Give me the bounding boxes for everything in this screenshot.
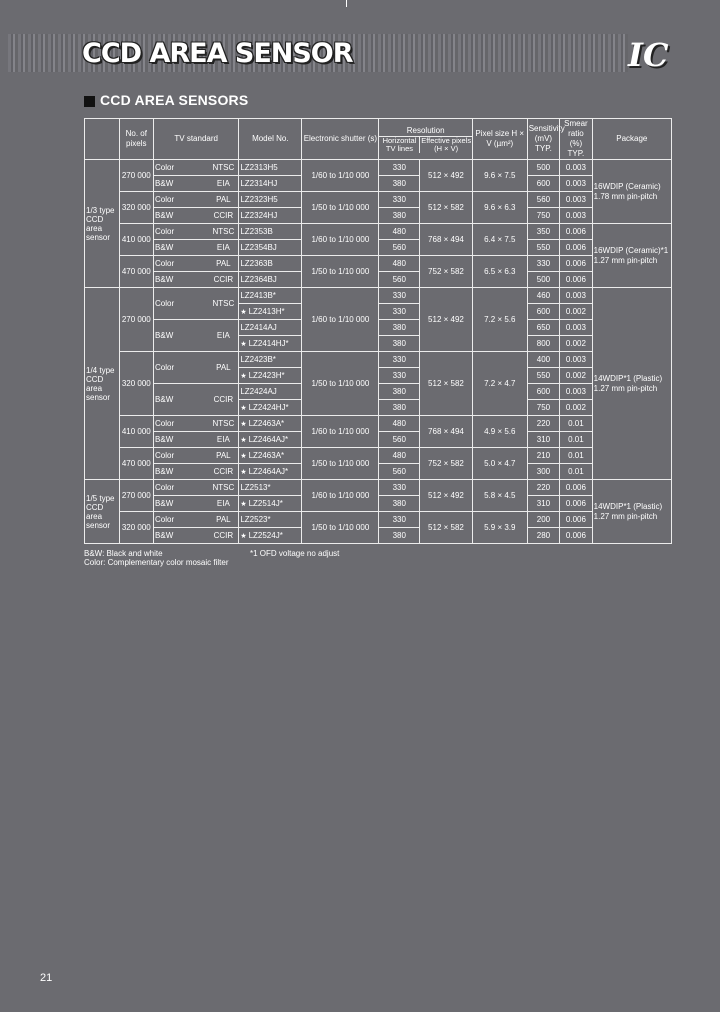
model-cell: ★ LZ2463A* bbox=[239, 448, 302, 464]
eff-cell: 512 × 492 bbox=[420, 480, 473, 512]
std-cell: EIA bbox=[208, 432, 238, 448]
tvl-cell: 330 bbox=[379, 480, 420, 496]
cb-cell: Color bbox=[154, 288, 209, 320]
std-cell: CCIR bbox=[208, 272, 238, 288]
note-ofd: *1 OFD voltage no adjust bbox=[250, 549, 340, 558]
tvl-cell: 480 bbox=[379, 256, 420, 272]
sens-cell: 800 bbox=[527, 336, 559, 352]
std-cell: PAL bbox=[208, 256, 238, 272]
tvl-cell: 480 bbox=[379, 416, 420, 432]
model-cell: LZ2323H5 bbox=[239, 192, 302, 208]
smear-cell: 0.002 bbox=[560, 336, 592, 352]
table-row bbox=[85, 384, 672, 400]
tvl-cell: 380 bbox=[379, 176, 420, 192]
sensor-type: 1/5 type CCD area sensor bbox=[85, 480, 120, 544]
sens-cell: 560 bbox=[527, 192, 559, 208]
page-number: 21 bbox=[40, 972, 53, 984]
smear-cell: 0.003 bbox=[560, 320, 592, 336]
col-pixel-size: Pixel size H × V (µm²) bbox=[472, 119, 527, 160]
std-cell: PAL bbox=[208, 512, 238, 528]
table-row bbox=[85, 240, 672, 256]
shutter-cell: 1/50 to 1/10 000 bbox=[302, 448, 379, 480]
std-cell: NTSC bbox=[208, 288, 238, 320]
pixels-cell: 270 000 bbox=[119, 160, 154, 192]
sensor-type: 1/3 type CCD area sensor bbox=[85, 160, 120, 288]
smear-cell: 0.006 bbox=[560, 272, 592, 288]
std-cell: NTSC bbox=[208, 480, 238, 496]
shutter-cell: 1/50 to 1/10 000 bbox=[302, 352, 379, 416]
pixels-cell: 470 000 bbox=[119, 256, 154, 288]
cb-cell: B&W bbox=[154, 240, 209, 256]
spec-table bbox=[84, 118, 672, 544]
sens-cell: 310 bbox=[527, 496, 559, 512]
psize-cell: 5.8 × 4.5 bbox=[472, 480, 527, 512]
cb-cell: B&W bbox=[154, 464, 209, 480]
model-cell: LZ2353B bbox=[239, 224, 302, 240]
model-cell: LZ2324HJ bbox=[239, 208, 302, 224]
smear-cell: 0.002 bbox=[560, 400, 592, 416]
smear-cell: 0.01 bbox=[560, 432, 592, 448]
table-row bbox=[85, 288, 672, 304]
col-pixels: No. of pixels bbox=[119, 119, 154, 160]
table-row bbox=[85, 160, 672, 176]
tvl-cell: 330 bbox=[379, 288, 420, 304]
tvl-cell: 330 bbox=[379, 304, 420, 320]
std-cell: NTSC bbox=[208, 416, 238, 432]
std-cell: EIA bbox=[208, 496, 238, 512]
shutter-cell: 1/60 to 1/10 000 bbox=[302, 288, 379, 352]
crop-mark bbox=[346, 0, 347, 7]
model-cell: LZ2414AJ bbox=[239, 320, 302, 336]
shutter-cell: 1/60 to 1/10 000 bbox=[302, 224, 379, 256]
psize-cell: 7.2 × 5.6 bbox=[472, 288, 527, 352]
tvl-cell: 330 bbox=[379, 160, 420, 176]
table-row bbox=[85, 352, 672, 368]
std-cell: CCIR bbox=[208, 528, 238, 544]
smear-cell: 0.01 bbox=[560, 416, 592, 432]
ic-logo: IC bbox=[628, 36, 669, 74]
table-row bbox=[85, 208, 672, 224]
smear-cell: 0.006 bbox=[560, 512, 592, 528]
sens-cell: 220 bbox=[527, 480, 559, 496]
smear-cell: 0.003 bbox=[560, 208, 592, 224]
pixels-cell: 410 000 bbox=[119, 416, 154, 448]
cb-cell: B&W bbox=[154, 528, 209, 544]
psize-cell: 6.5 × 6.3 bbox=[472, 256, 527, 288]
cb-cell: B&W bbox=[154, 176, 209, 192]
smear-cell: 0.006 bbox=[560, 528, 592, 544]
cb-cell: Color bbox=[154, 256, 209, 272]
shutter-cell: 1/60 to 1/10 000 bbox=[302, 480, 379, 512]
smear-cell: 0.01 bbox=[560, 448, 592, 464]
eff-cell: 752 × 582 bbox=[420, 448, 473, 480]
std-cell: EIA bbox=[208, 240, 238, 256]
smear-cell: 0.002 bbox=[560, 304, 592, 320]
smear-cell: 0.002 bbox=[560, 368, 592, 384]
tvl-cell: 560 bbox=[379, 272, 420, 288]
package-cell: 14WDIP*1 (Plastic) 1.27 mm pin-pitch bbox=[592, 480, 671, 544]
psize-cell: 9.6 × 7.5 bbox=[472, 160, 527, 192]
eff-cell: 512 × 582 bbox=[420, 512, 473, 544]
cb-cell: Color bbox=[154, 352, 209, 384]
sens-cell: 750 bbox=[527, 400, 559, 416]
sens-cell: 500 bbox=[527, 160, 559, 176]
pixels-cell: 320 000 bbox=[119, 192, 154, 224]
std-cell: CCIR bbox=[208, 464, 238, 480]
model-cell: ★ LZ2464AJ* bbox=[239, 432, 302, 448]
table-header-row bbox=[85, 119, 672, 160]
table-row bbox=[85, 480, 672, 496]
page-title: CCD AREA SENSOR bbox=[82, 38, 353, 69]
cb-cell: B&W bbox=[154, 384, 209, 416]
table-row bbox=[85, 224, 672, 240]
model-cell: LZ2513* bbox=[239, 480, 302, 496]
tvl-cell: 380 bbox=[379, 384, 420, 400]
model-cell: LZ2523* bbox=[239, 512, 302, 528]
tvl-cell: 330 bbox=[379, 352, 420, 368]
model-cell: LZ2364BJ bbox=[239, 272, 302, 288]
eff-cell: 768 × 494 bbox=[420, 416, 473, 448]
smear-cell: 0.003 bbox=[560, 384, 592, 400]
cb-cell: Color bbox=[154, 192, 209, 208]
std-cell: CCIR bbox=[208, 384, 238, 416]
smear-cell: 0.006 bbox=[560, 256, 592, 272]
model-cell: ★ LZ2463A* bbox=[239, 416, 302, 432]
sens-cell: 330 bbox=[527, 256, 559, 272]
std-cell: EIA bbox=[208, 176, 238, 192]
sens-cell: 280 bbox=[527, 528, 559, 544]
table-row bbox=[85, 320, 672, 336]
table-row bbox=[85, 176, 672, 192]
shutter-cell: 1/50 to 1/10 000 bbox=[302, 256, 379, 288]
std-cell: NTSC bbox=[208, 224, 238, 240]
std-cell: PAL bbox=[208, 352, 238, 384]
shutter-cell: 1/60 to 1/10 000 bbox=[302, 416, 379, 448]
tvl-cell: 380 bbox=[379, 528, 420, 544]
psize-cell: 6.4 × 7.5 bbox=[472, 224, 527, 256]
table-row bbox=[85, 448, 672, 464]
package-cell: 16WDIP (Ceramic) 1.78 mm pin-pitch bbox=[592, 160, 671, 224]
std-cell: CCIR bbox=[208, 208, 238, 224]
psize-cell: 9.6 × 6.3 bbox=[472, 192, 527, 224]
model-cell: LZ2413B* bbox=[239, 288, 302, 304]
table-row bbox=[85, 432, 672, 448]
psize-cell: 5.9 × 3.9 bbox=[472, 512, 527, 544]
note-color: Color: Complementary color mosaic filter bbox=[84, 558, 229, 567]
col-shutter: Electronic shutter (s) bbox=[302, 119, 379, 160]
psize-cell: 5.0 × 4.7 bbox=[472, 448, 527, 480]
model-cell: ★ LZ2524J* bbox=[239, 528, 302, 544]
tvl-cell: 330 bbox=[379, 192, 420, 208]
table-row bbox=[85, 416, 672, 432]
sens-cell: 300 bbox=[527, 464, 559, 480]
section-title: CCD AREA SENSORS bbox=[100, 92, 249, 108]
table-row bbox=[85, 512, 672, 528]
sens-cell: 650 bbox=[527, 320, 559, 336]
tvl-cell: 380 bbox=[379, 320, 420, 336]
shutter-cell: 1/50 to 1/10 000 bbox=[302, 192, 379, 224]
col-type bbox=[85, 119, 120, 160]
model-cell: LZ2354BJ bbox=[239, 240, 302, 256]
col-resolution: Resolution bbox=[379, 126, 471, 137]
table-row bbox=[85, 496, 672, 512]
model-cell: LZ2314HJ bbox=[239, 176, 302, 192]
psize-cell: 7.2 × 4.7 bbox=[472, 352, 527, 416]
smear-cell: 0.01 bbox=[560, 464, 592, 480]
eff-cell: 512 × 582 bbox=[420, 192, 473, 224]
tvl-cell: 330 bbox=[379, 368, 420, 384]
tvl-cell: 480 bbox=[379, 448, 420, 464]
sens-cell: 310 bbox=[527, 432, 559, 448]
col-tv: TV standard bbox=[154, 119, 239, 160]
package-cell: 16WDIP (Ceramic)*1 1.27 mm pin-pitch bbox=[592, 224, 671, 288]
eff-cell: 512 × 492 bbox=[420, 288, 473, 352]
tvl-cell: 560 bbox=[379, 464, 420, 480]
model-cell: LZ2313H5 bbox=[239, 160, 302, 176]
pixels-cell: 270 000 bbox=[119, 480, 154, 512]
sens-cell: 220 bbox=[527, 416, 559, 432]
cb-cell: B&W bbox=[154, 320, 209, 352]
note-bw: B&W: Black and white bbox=[84, 549, 163, 558]
sensor-type: 1/4 type CCD area sensor bbox=[85, 288, 120, 480]
sens-cell: 400 bbox=[527, 352, 559, 368]
pixels-cell: 470 000 bbox=[119, 448, 154, 480]
shutter-cell: 1/60 to 1/10 000 bbox=[302, 160, 379, 192]
footnotes bbox=[84, 549, 229, 567]
psize-cell: 4.9 × 5.6 bbox=[472, 416, 527, 448]
col-effective: Effective pixels (H × V) bbox=[421, 135, 472, 153]
tvl-cell: 380 bbox=[379, 496, 420, 512]
model-cell: ★ LZ2424HJ* bbox=[239, 400, 302, 416]
std-cell: EIA bbox=[208, 320, 238, 352]
cb-cell: Color bbox=[154, 160, 209, 176]
cb-cell: B&W bbox=[154, 496, 209, 512]
smear-cell: 0.003 bbox=[560, 288, 592, 304]
eff-cell: 768 × 494 bbox=[420, 224, 473, 256]
tvl-cell: 380 bbox=[379, 400, 420, 416]
smear-cell: 0.003 bbox=[560, 192, 592, 208]
std-cell: NTSC bbox=[208, 160, 238, 176]
cb-cell: Color bbox=[154, 480, 209, 496]
model-cell: LZ2424AJ bbox=[239, 384, 302, 400]
smear-cell: 0.003 bbox=[560, 176, 592, 192]
sens-cell: 550 bbox=[527, 368, 559, 384]
tvl-cell: 380 bbox=[379, 336, 420, 352]
std-cell: PAL bbox=[208, 448, 238, 464]
cb-cell: B&W bbox=[154, 272, 209, 288]
cb-cell: Color bbox=[154, 224, 209, 240]
sens-cell: 600 bbox=[527, 304, 559, 320]
cb-cell: Color bbox=[154, 512, 209, 528]
pixels-cell: 270 000 bbox=[119, 288, 154, 352]
sens-cell: 460 bbox=[527, 288, 559, 304]
shutter-cell: 1/50 to 1/10 000 bbox=[302, 512, 379, 544]
col-smear: Smear ratio (%) TYP. bbox=[560, 119, 592, 160]
tvl-cell: 380 bbox=[379, 208, 420, 224]
table-row bbox=[85, 192, 672, 208]
col-package: Package bbox=[592, 119, 671, 160]
smear-cell: 0.006 bbox=[560, 496, 592, 512]
sens-cell: 600 bbox=[527, 384, 559, 400]
tvl-cell: 480 bbox=[379, 224, 420, 240]
pixels-cell: 320 000 bbox=[119, 352, 154, 416]
model-cell: LZ2423B* bbox=[239, 352, 302, 368]
table-row bbox=[85, 272, 672, 288]
eff-cell: 512 × 582 bbox=[420, 352, 473, 416]
sens-cell: 750 bbox=[527, 208, 559, 224]
cb-cell: B&W bbox=[154, 208, 209, 224]
model-cell: ★ LZ2514J* bbox=[239, 496, 302, 512]
sens-cell: 200 bbox=[527, 512, 559, 528]
model-cell: ★ LZ2423H* bbox=[239, 368, 302, 384]
sens-cell: 210 bbox=[527, 448, 559, 464]
tvl-cell: 560 bbox=[379, 432, 420, 448]
table-row bbox=[85, 464, 672, 480]
sens-cell: 500 bbox=[527, 272, 559, 288]
col-model: Model No. bbox=[239, 119, 302, 160]
smear-cell: 0.006 bbox=[560, 224, 592, 240]
eff-cell: 512 × 492 bbox=[420, 160, 473, 192]
smear-cell: 0.003 bbox=[560, 160, 592, 176]
pixels-cell: 410 000 bbox=[119, 224, 154, 256]
table-row bbox=[85, 256, 672, 272]
smear-cell: 0.003 bbox=[560, 352, 592, 368]
model-cell: ★ LZ2414HJ* bbox=[239, 336, 302, 352]
model-cell: ★ LZ2464AJ* bbox=[239, 464, 302, 480]
cb-cell: Color bbox=[154, 448, 209, 464]
section-square-icon bbox=[84, 96, 95, 107]
smear-cell: 0.006 bbox=[560, 240, 592, 256]
sens-cell: 550 bbox=[527, 240, 559, 256]
model-cell: LZ2363B bbox=[239, 256, 302, 272]
col-sensitivity: Sensitivity (mV) TYP. bbox=[527, 119, 559, 160]
cb-cell: Color bbox=[154, 416, 209, 432]
cb-cell: B&W bbox=[154, 432, 209, 448]
tvl-cell: 330 bbox=[379, 512, 420, 528]
table-row bbox=[85, 528, 672, 544]
tvl-cell: 560 bbox=[379, 240, 420, 256]
sens-cell: 350 bbox=[527, 224, 559, 240]
package-cell: 14WDIP*1 (Plastic) 1.27 mm pin-pitch bbox=[592, 288, 671, 480]
sens-cell: 600 bbox=[527, 176, 559, 192]
smear-cell: 0.006 bbox=[560, 480, 592, 496]
model-cell: ★ LZ2413H* bbox=[239, 304, 302, 320]
std-cell: PAL bbox=[208, 192, 238, 208]
eff-cell: 752 × 582 bbox=[420, 256, 473, 288]
col-horizontal: Horizontal TV lines bbox=[379, 137, 420, 153]
pixels-cell: 320 000 bbox=[119, 512, 154, 544]
